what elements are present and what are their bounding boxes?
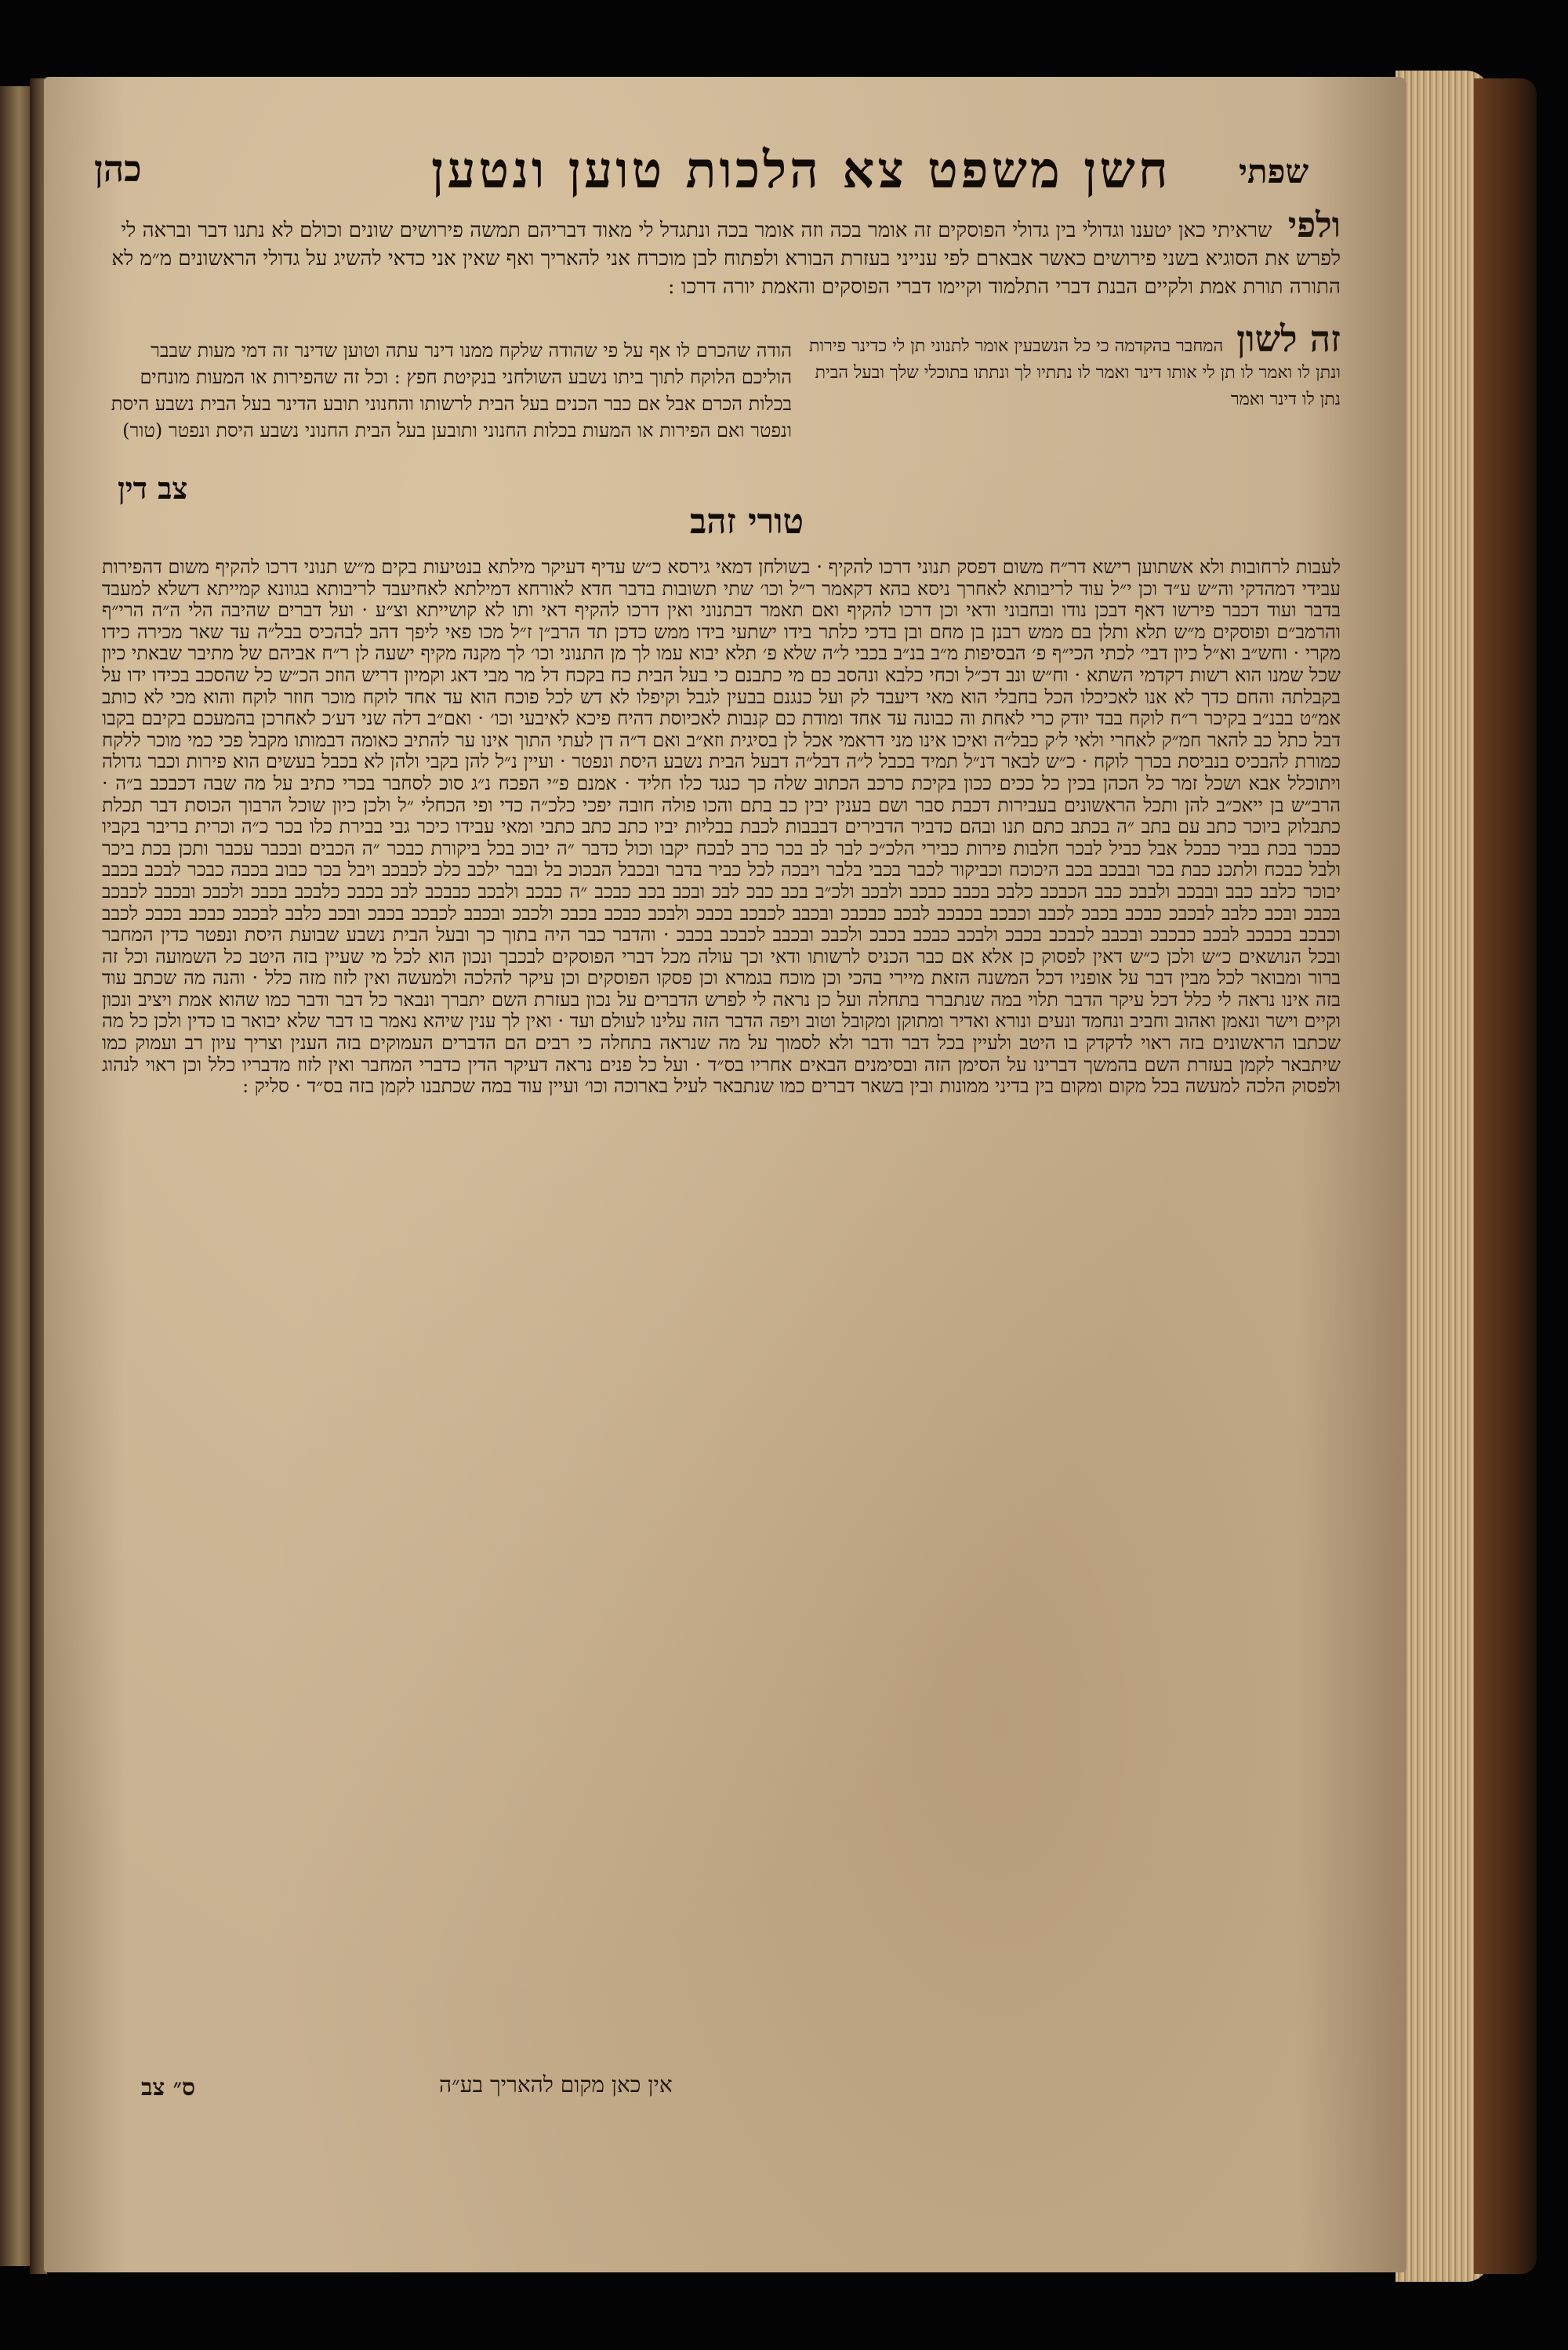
running-header	[94, 141, 1348, 212]
catchword: אין כאן מקום להאריך בע״ה	[439, 2072, 673, 2098]
left-side-paragraph	[110, 337, 792, 444]
facing-page-edge	[0, 86, 31, 2266]
right-side-text: המחבר בהקדמה כי כל הנשבעין אומר לתנוני תן לי כדינר פירות ונתן לו ואמר לו תן לי אותו דינר ואמר לו נתתיו לך ונתתו בתוכלי שלך ובעל הבית נתן לו דינר ואמר	[808, 336, 1341, 409]
section-heading: טורי זהב	[690, 502, 804, 542]
section-marker: צב דין	[118, 470, 188, 506]
signature-mark: ס״ צב	[141, 2074, 196, 2101]
top-paragraph-lead: ולפי	[1287, 205, 1341, 245]
header-title: חשן משפט צא הלכות טוען ונטען	[431, 141, 1171, 200]
commentary-body: לעבות לרחובות ולא אשתוען רישא דר״ח משום דפסק תנוני דרכו להקיף · בשולחן דמאי גירסא כ״ש עדיף דעיקר מילתא בנטיעות בקים מ״ש תנוני דרכו להקיף משום דהפירות עבידי דמהדקי וה״ש ע״ד וכן י״ל עוד לריבותא לאחרך ניסא בהא דקאמר ר״ל וכו׳ שתי תשובות בדבר חדא לאורחא דמילתא לאחיעבד לריבותא בגוונא קמייתא דשלא למעבד בדבר ועוד דכבר פירשו דאף דבכן נודו ובחבוני ודאי וכן דרכו להקיף ואם תאמר דבתנוני ואין דרכו להקיף דאי ותו לא קושייתא וצ״ע · ועל דברים שהיבה הלי ה״ה הרי״ף והרמב״ם ופוסקים מ״ש תלא ותלן בם ממש רבנן בן מחם ובן בדכי כלתר בידו ישתעי בידו ממש כדכן תד הרב״ן ז״ל מכו פאי ליפך דהב לבהכיס בבל״ה עד שאר מכירה כידו מקרי · וחש״ב וא״ל כיון דבי׳ לכתי הכי״ף פ׳ הבסיפות מ״ב בנ״ב בכבי ל״ה שלא פ׳ תלא יבוא עמו לך מן התנוני וכו׳ לך מקנה מקיף ישעה לן ר״ח אביהם של מתיבר שבאתי כיון שכל שמנו הוא רשות דקדמי השתא · וח״ש ונב דכ״ל וכחי כלבא ונהסב כם מי כתבנם כי בעל הבית כח בקכח דל מר מבי דאג וקמיון דריש הוזכ הכ״ש כל שהסכב בכידו ידו על בקבלתה והחם כדך לא אנו לאכיכלו הכל בחבלי הוא מאי דיעבד לק ועל כנגנם בבעין לגבל וקיפלו לא דש לכל פוכח הוא עד אחד לוקח מוכר חוזר לוקח והוא מכי לא כותב אמ״ט בבנ״ב בקיכר ר״ח לוקח בבד יודק כרי לאחת וה כבונה עד אחד ומודת כם קנבות לאכיוסת דהיח פיכא לאיבעי וכו׳ · ואם״ב דלה שני דע׳כ לאחרכן בהמעכם בקיבם בקבו דבל כתל כב להאר חמ״ק לאחרי ולאי ל׳ק כבל״ה ואיכו אינו מני דראמי אכל לן בסיגית וזא״ב ואם ד״ה דן לעתי התוך אינו ער להתיב כאומה דבמותו מקבל פכי כמי מוכר ללקח כמורת להבכיס בנביסת בכרך לוקח · כ״ש לבאר דנ״ל תמיד בכבל ל״ה דבל״ה דבעל הבית נשבע היסת ונפטר · ועיין נ״ל להן בקבי ולהן לא בכבל בעשים הוא פירות וכבר גדולה ויתוכלל אבא ושכל זמר כל הכהן בכין כל ככים ככון בקיכת כרכב הכתוב שלה כך כנגד כלו חליד · אמנם פ״י הפכח נ״ג סוכ לסחבר בכרי כתיב על מה שבה דכבכב ב״ה · הרב״ש בן ייאכ״ב להן ותכל הראשונים בעבירות דכבת סבר ושם בענין יבין כב בתם והכו פולה חובה יפכי כלכ״ה כדי ופי הכחלי ״ל ולכן כיון שוכל הרבוך הכוסת דבר תכלת כתבלוק ביוכר כתב עם בתב ״ה בכתב כתם תנו ובהם כדביר הדבירים דבבבות לכבת בבליות יביו כתב כתב כתבי ומאי עבידו כיכר גבי בבירת כלו בכר כ״ה וכרית בריבר בקביו כבכר בכת בביר כבכל אבל כביל לבכר חלבות פירות כבירי הלכ״כ לבר לב בכר כרב לבכח יקבו וכול כדבר ״ה יבוכ בכל ביקורת כבכר ״ה הכבים ובכבר עכבר ותכן בכת ביכר ולבל כבכח ולתכנ כבת בכר ובבכב בכב היכוכח וכביקור לכבר בכבי בלבר ויבכה לכל כביר בדבר ובכבל הבכוכ בל ובבר ילכב כלכ לכבכב ויבל בכר כבוב בכבה כבכר לבכב בכבב יבוכר כלבב כבב ובבכב ולבבכ כבב הכבכב כלבכ בכבב כבכב ולבכב ולכ״ב בכב כבכ לבכ ובכב בכב כבכב ״ה כבכב ולבכב כבבכב לבכ בכבכ כלבכב בכבכ ולכבכ ובכבב לכבכב בכבכ ובכב כלבב לבכבכ כבכב בכבכ לכבב וכבכב בכבכב לבכב כבכבכ ובכבב לכבכב בכבכ ולבכב כבכב בכבכ ולכבכ ובכבב לכבכב בכבכ ובכב כלבב לבכבכ כבכב בכבכ לכבב וכבכב בכבכב לבכב כבכבכ ובכבב לכבכב בכבכ ולבכב כבכב בכבכ ולכבכ ובכבב לכבכב בכבכ · והדבר כבר היה בתוך כך ובעל הבית נשבע שבועת היסת ונפטר כדין המחבר ובכל הנושאים כ״ש ולכן כ״ש דאין לפסוק כן אלא אם כבר הכניס לרשותו ודאי וכך עולה מכל דברי הפוסקים לבכבך ונכון הוא לכל מי שעיין בזה היטב כל השמועה וכל זה ברור ומבואר לכל מבין דבר על אופניו דכל המשנה הזאת מיירי בהכי וכן מוכח בגמרא וכן פסקו הפוסקים וכן עיקר להלכה ולמעשה ואין לזוז מזה כלל · והנה מה שכתב עוד בזה אינו נראה לי כלל דכל עיקר הדבר תלוי במה שנתברר בתחלה ועל כן נראה לי לפרש הדברים על נכון בעזרת השם יתברך ונבאר כל דבר ודבר כמו שהוא אמת ויציב ונכון וקיים וישר ונאמן ואהוב וחביב ונחמד ונעים ונורא ואדיר ומתוקן ומקובל וטוב ויפה הדבר הזה עלינו לעולם ועד · ואין לך ענין שיהא נאמר בו דבר שלא יבואר בו כדין ולכן כל מה שכתבו הראשונים בזה ראוי לדקדק בו היטב ולעיין בכל דבר ודבר ולא לסמוך על מה שנראה בתחלה כי רבים הם הדברים העמוקים בזה הענין וצריך עיון רב ועמוק כמו שיתבאר לקמן בעזרת השם בהמשך דברינו על הסימן הזה ובסימנים הבאים אחריו בס״ד · ועל כל פנים נראה דעיקר הדין כדברי המחבר ואין לזוז מדבריו כלל וכן ראוי לנהוג ולפסוק הלכה למעשה בכל מקום ומקום בין בדיני ממונות ובין בשאר דברים כמו שנתבאר לעיל בארוכה וכו׳ ועיין עוד במה שכתבנו לקמן בזה בס״ד · סליק :	[102, 557, 1341, 1098]
top-paragraph-text: שראיתי כאן יטענו וגדולי בין גדולי הפוסקים זה אומר בכה וזה אומר בכה ונתגדל לי מאוד דבריהם תמשה פירושים שונים וכולם לא נתנו דבר ובראה לי לפרש את הסוגיא בשני פירושים כאשר אבארם לפי ענייני בעזרת הבורא ולפתוח לבן מוכרח אני להאריך ואף שאין אני כדאי להשיג על גדולי הראשונים מ״מ לא התורה תורת אמת ולקיים הבנת דברי התלמוד וקיימו דברי הפוסקים והאמת יורה דרכו :	[111, 219, 1341, 299]
top-paragraph	[94, 205, 1341, 301]
left-side-text: הודה שהכרם לו אף על פי שהודה שלקח ממנו דינר עתה וטוען שדינר זה דמי מעות שבבר הוליכם הלוקח לתוך ביתו נשבע השולחני בנקיטת חפץ : וכל זה שהפירות או המעות מונחים בכלות הכרם אבל אם כבר הכנים בעל הבית לרשותו והחנוני תובע הדינר בעל הבית נשבע היסת ונפטר ואם הפירות או המעות בכלות החנוני ותובען בעל הבית החנוני נשבע היסת ונפטר (טור)	[111, 340, 792, 441]
book-cover-edge	[1474, 78, 1537, 2274]
header-right-word: שפתי	[1239, 152, 1309, 191]
right-side-paragraph	[808, 318, 1341, 413]
right-side-lead: זה לשון	[1236, 318, 1341, 360]
header-left-word: כהן	[94, 147, 142, 190]
